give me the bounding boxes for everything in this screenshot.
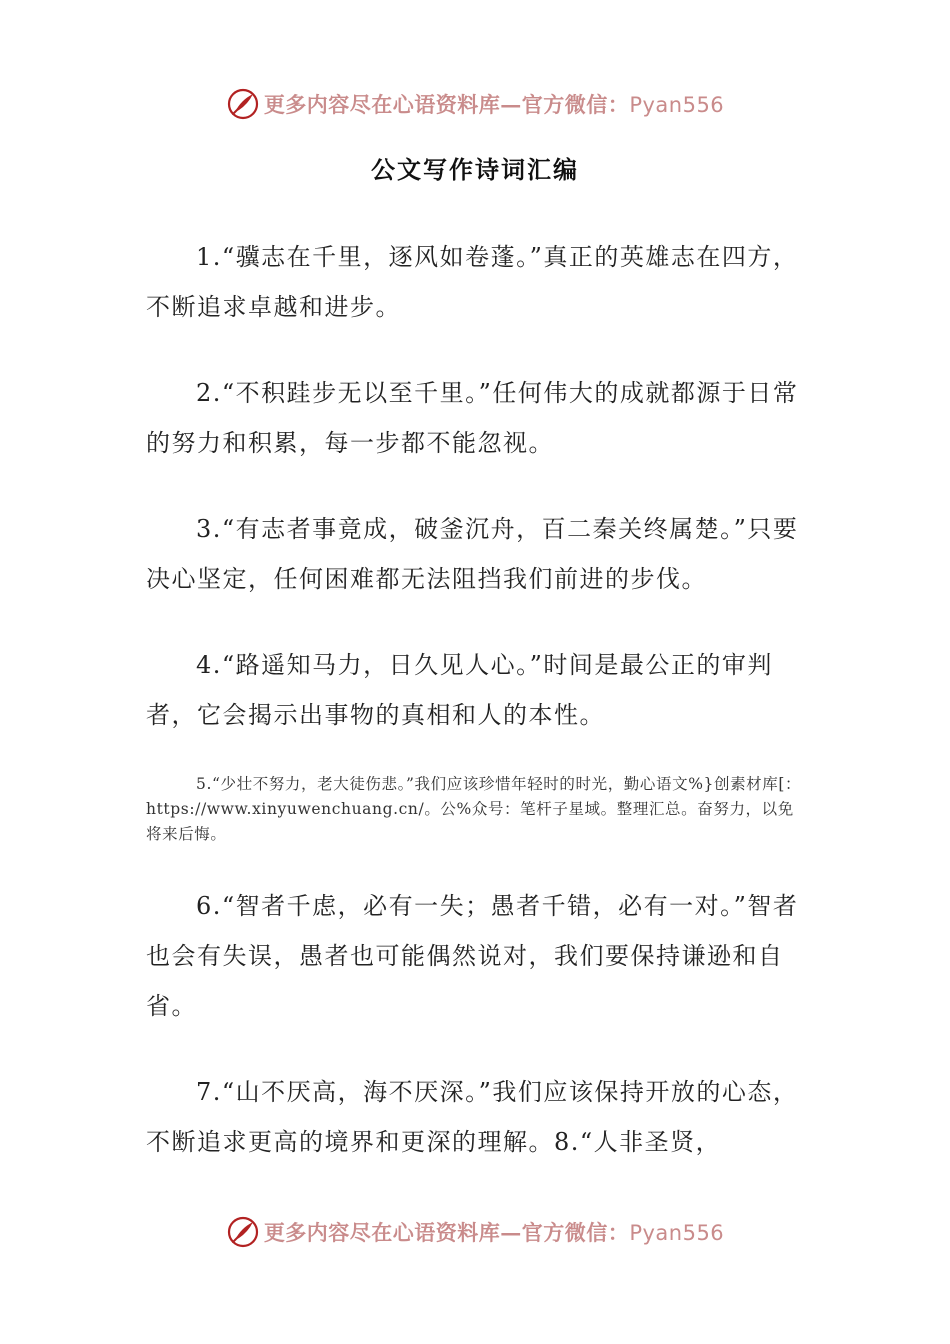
quill-logo-icon [226, 87, 260, 121]
footer-banner [0, 1210, 950, 1254]
header-wechat-id: Pyan556 [629, 93, 725, 117]
paragraph-3: 3.“有志者事竟成，破釜沉舟，百二秦关终属楚。”只要决心坚定，任何困难都无法阻挡我们前进的步伐。 [146, 515, 799, 593]
paragraph-1: 1.“骥志在千里，逐风如卷蓬。”真正的英雄志在四方，不断追求卓越和进步。 [146, 243, 799, 321]
document-body [146, 232, 806, 1203]
footer-banner-content [226, 1215, 724, 1249]
page-title: 公文写作诗词汇编 [371, 155, 579, 184]
header-banner-text [264, 89, 724, 119]
header-site-text: 更多内容尽在心语资料库—官方微信： [263, 92, 630, 117]
header-banner [0, 82, 950, 126]
paragraph-2: 2.“不积跬步无以至千里。”任何伟大的成就都源于日常的努力和积累，每一步都不能忽视。 [146, 379, 799, 457]
paragraph-5: 5.“少壮不努力，老大徒伤悲。”我们应该珍惜年轻时的时光，勤心语文%}创素材库[：https://www.xinyuwenchuang.cn/。公%众号：笔杆子星域。整理汇总。奋努力，以免将来后悔。 [146, 775, 802, 843]
paragraph-6: 6.“智者千虑，必有一失；愚者千错，必有一对。”智者也会有失误，愚者也可能偶然说对，我们要保持谦逊和自省。 [146, 892, 799, 1020]
footer-banner-text [264, 1217, 724, 1247]
paragraph-7: 7.“山不厌高，海不厌深。”我们应该保持开放的心态，不断追求更高的境界和更深的理解。8.“人非圣贤， [146, 1078, 799, 1156]
header-banner-content [226, 87, 724, 121]
quill-logo-icon [226, 1215, 260, 1249]
footer-site-text: 更多内容尽在心语资料库—官方微信： [263, 1220, 630, 1245]
footer-wechat-id: Pyan556 [629, 1221, 725, 1245]
paragraph-4: 4.“路遥知马力，日久见人心。”时间是最公正的审判者，它会揭示出事物的真相和人的本性。 [146, 651, 773, 729]
